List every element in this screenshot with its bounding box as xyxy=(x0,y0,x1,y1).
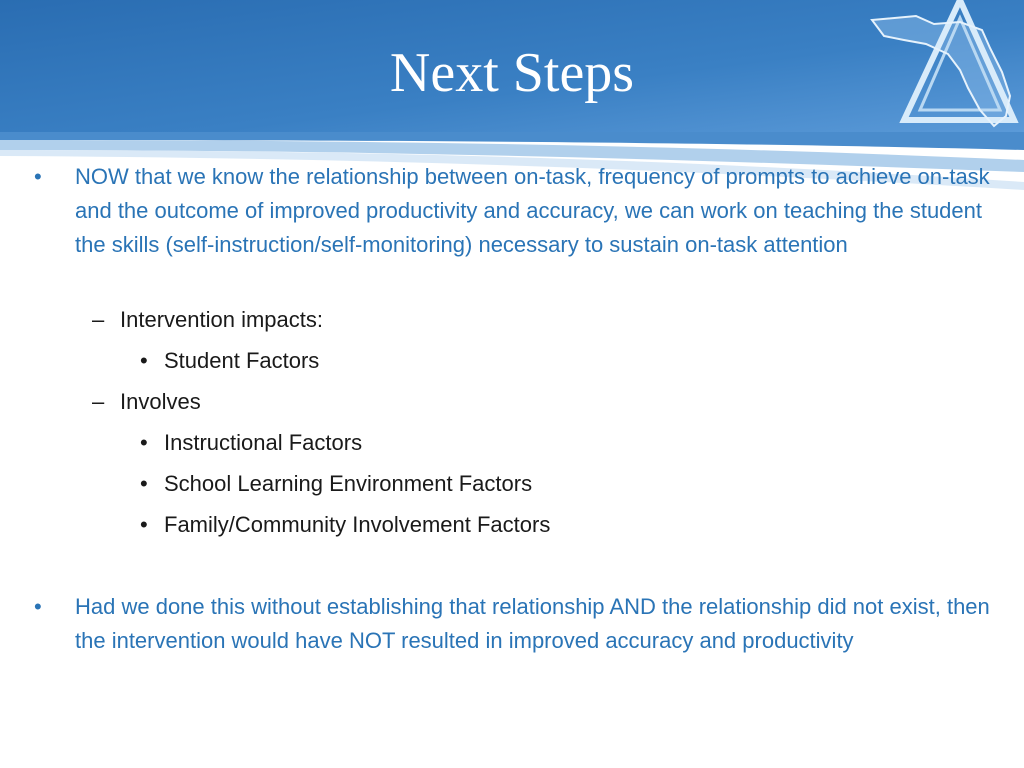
bullet-text: Had we done this without establishing that relationship AND the relationship did not exist, then the intervention would have NOT resulted in improved accuracy and productivity xyxy=(75,594,990,653)
bullet-marker: – xyxy=(92,307,105,332)
bullet-marker: • xyxy=(140,512,148,537)
bullet-text: Instructional Factors xyxy=(164,430,363,455)
bullet-marker: – xyxy=(92,389,105,414)
bullet-marker: • xyxy=(140,348,148,373)
bullet-marker: • xyxy=(140,430,148,455)
bullet-text: Intervention impacts: xyxy=(120,307,323,332)
bullet-marker: • xyxy=(140,471,148,496)
bullet-text: Student Factors xyxy=(164,348,320,373)
bullet-marker: • xyxy=(34,164,42,189)
florida-triangle-logo-icon xyxy=(864,0,1024,140)
bullet-text: NOW that we know the relationship between on-task, frequency of prompts to achieve on-task and the outcome of improved productivity and accuracy, we can work on teaching the student the skills (self-instruction/self-monitoring) necessary to sustain on-task attention xyxy=(75,164,990,257)
slide-title: Next Steps xyxy=(389,42,635,104)
bullet-marker: • xyxy=(34,594,42,619)
bullet-text: Involves xyxy=(120,389,201,414)
bullet-text: Family/Community Involvement Factors xyxy=(164,512,551,537)
bullet-text: School Learning Environment Factors xyxy=(164,471,533,496)
